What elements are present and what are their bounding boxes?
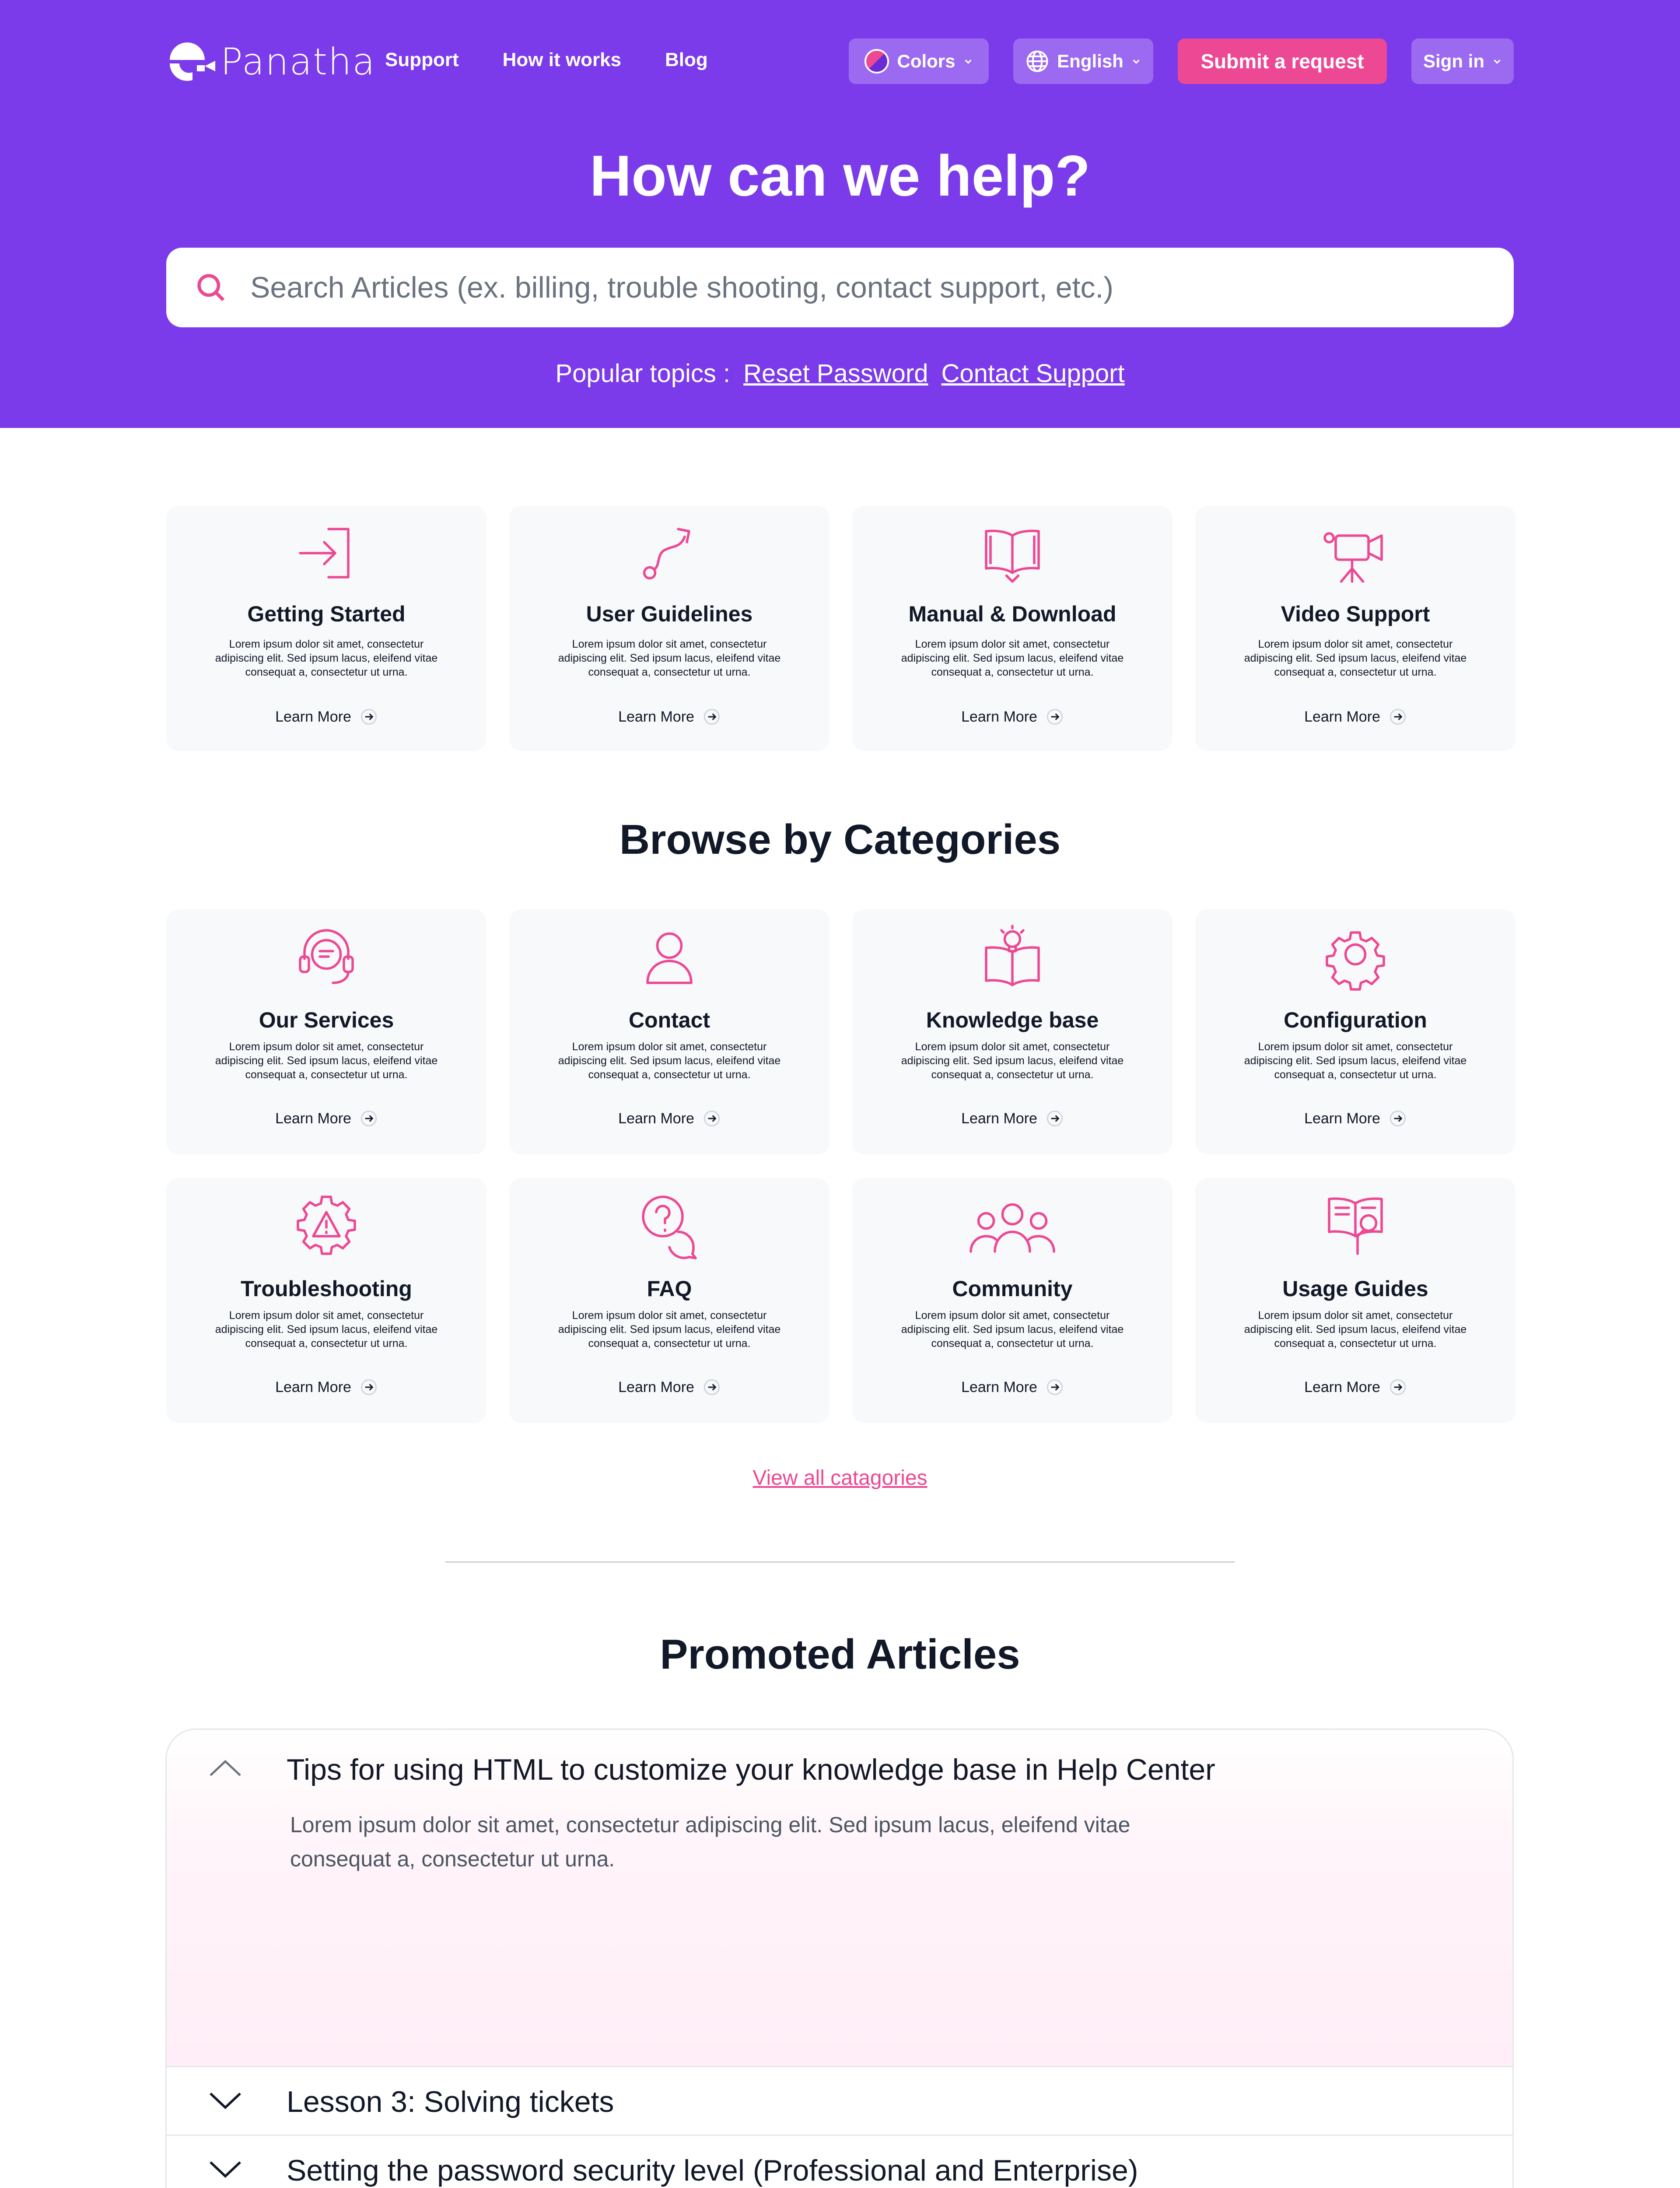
- headset-icon: [291, 922, 361, 992]
- category-card-faq[interactable]: [509, 1178, 830, 1423]
- learn-more-link[interactable]: [1195, 708, 1516, 726]
- card-title: Usage Guides: [1282, 1276, 1428, 1301]
- book-download-icon: [977, 518, 1047, 588]
- card-description: Lorem ipsum dolor sit amet, consectetur adipiscing elit. Sed ipsum lacus, eleifend vitae consequat a, consectetur ut urna.: [215, 1041, 438, 1081]
- card-description: Lorem ipsum dolor sit amet, consectetur adipiscing elit. Sed ipsum lacus, eleifend vitae consequat a, consectetur ut urna.: [1244, 1309, 1467, 1350]
- question-chat-icon: [634, 1190, 704, 1260]
- accordion-item[interactable]: [167, 2066, 1512, 2135]
- feature-card-manual-download[interactable]: [852, 506, 1172, 751]
- accordion-item[interactable]: [167, 2135, 1512, 2188]
- video-camera-icon: [1320, 518, 1390, 588]
- search-bar: [166, 248, 1514, 327]
- arrow-right-icon: [1046, 1378, 1064, 1396]
- card-title: Manual & Download: [908, 602, 1116, 626]
- learn-more-label: Learn More: [1304, 708, 1380, 725]
- arrow-right-icon: [360, 1110, 378, 1127]
- chevron-down-icon: [1131, 56, 1141, 66]
- card-description: Lorem ipsum dolor sit amet, consectetur adipiscing elit. Sed ipsum lacus, eleifend vitae consequat a, consectetur ut urna.: [901, 1041, 1124, 1081]
- card-title: Contact: [628, 1008, 710, 1032]
- learn-more-label: Learn More: [618, 708, 694, 725]
- sign-in-label: Sign in: [1423, 51, 1484, 71]
- learn-more-label: Learn More: [275, 1378, 351, 1396]
- category-card-contact[interactable]: [509, 909, 830, 1154]
- view-all-categories-link[interactable]: View all catagories: [752, 1466, 928, 1490]
- learn-more-label: Learn More: [1304, 1110, 1380, 1127]
- card-description: Lorem ipsum dolor sit amet, consectetur adipiscing elit. Sed ipsum lacus, eleifend vitae consequat a, consectetur ut urna.: [901, 638, 1124, 678]
- color-swatch-icon: [864, 49, 889, 74]
- book-search-icon: [1320, 1190, 1390, 1260]
- category-card-configuration[interactable]: [1195, 909, 1516, 1154]
- category-card-community[interactable]: [852, 1178, 1172, 1423]
- accordion-answer: Lorem ipsum dolor sit amet, consectetur adipiscing elit. Sed ipsum lacus, eleifend vitae consequat a, consectetur ut urna.: [290, 1813, 1130, 1871]
- nav-blog[interactable]: Blog: [665, 49, 708, 70]
- category-card-knowledge-base[interactable]: [852, 909, 1172, 1154]
- card-title: Configuration: [1284, 1008, 1427, 1032]
- learn-more-label: Learn More: [618, 1110, 694, 1127]
- learn-more-label: Learn More: [275, 708, 351, 725]
- accordion-title: Lesson 3: Solving tickets: [287, 2085, 614, 2118]
- search-icon: [194, 271, 228, 304]
- user-icon: [634, 922, 704, 992]
- card-description: Lorem ipsum dolor sit amet, consectetur adipiscing elit. Sed ipsum lacus, eleifend vitae consequat a, consectetur ut urna.: [1244, 638, 1467, 678]
- arrow-right-icon: [703, 708, 721, 726]
- arrow-right-icon: [1389, 1110, 1407, 1127]
- card-title: Video Support: [1281, 602, 1430, 626]
- chevron-down-icon: [963, 56, 973, 66]
- top-nav: [385, 49, 708, 71]
- colors-dropdown[interactable]: [849, 39, 989, 84]
- sign-in-button[interactable]: [1411, 39, 1514, 84]
- feature-card-getting-started[interactable]: [166, 506, 486, 751]
- open-book-bulb-icon: [977, 922, 1047, 992]
- arrow-right-icon: [1046, 1110, 1064, 1127]
- nav-support[interactable]: Support: [385, 49, 459, 70]
- learn-more-link[interactable]: [166, 1110, 486, 1127]
- logo-mark-icon: [166, 41, 219, 83]
- promoted-accordion: [165, 1729, 1514, 2188]
- gear-warning-icon: [291, 1190, 361, 1260]
- logo-text: Panatha: [220, 40, 376, 83]
- search-input[interactable]: [250, 270, 1432, 305]
- logo[interactable]: [166, 40, 376, 83]
- arrow-right-icon: [703, 1110, 721, 1127]
- hero-title: How can we help?: [589, 144, 1091, 208]
- popular-topics: [0, 359, 1680, 388]
- card-description: Lorem ipsum dolor sit amet, consectetur adipiscing elit. Sed ipsum lacus, eleifend vitae consequat a, consectetur ut urna.: [215, 1309, 438, 1350]
- learn-more-link[interactable]: [509, 1110, 830, 1127]
- learn-more-link[interactable]: [852, 708, 1172, 726]
- card-description: Lorem ipsum dolor sit amet, consectetur adipiscing elit. Sed ipsum lacus, eleifend vitae consequat a, consectetur ut urna.: [558, 638, 781, 678]
- feature-card-user-guidelines[interactable]: [509, 506, 830, 751]
- chevron-down-icon: [1492, 56, 1502, 66]
- chevron-down-icon: [209, 2092, 242, 2111]
- route-icon: [634, 518, 704, 588]
- feature-card-video-support[interactable]: [1195, 506, 1516, 751]
- arrow-right-icon: [1046, 708, 1064, 726]
- submit-request-label: Submit a request: [1200, 50, 1364, 73]
- category-card-troubleshooting[interactable]: [166, 1178, 486, 1423]
- users-group-icon: [969, 1190, 1056, 1260]
- arrow-right-icon: [703, 1378, 721, 1396]
- learn-more-link[interactable]: [166, 1378, 486, 1396]
- card-title: Troubleshooting: [241, 1276, 412, 1301]
- learn-more-link[interactable]: [852, 1378, 1172, 1396]
- card-title: Knowledge base: [926, 1008, 1099, 1032]
- card-title: FAQ: [647, 1276, 692, 1301]
- promoted-title: Promoted Articles: [660, 1631, 1020, 1678]
- card-title: Community: [952, 1276, 1073, 1301]
- popular-link-contact-support[interactable]: Contact Support: [941, 359, 1125, 388]
- popular-link-reset-password[interactable]: Reset Password: [743, 359, 928, 388]
- hero-header: [0, 0, 1680, 428]
- submit-request-button[interactable]: [1178, 39, 1387, 84]
- learn-more-link[interactable]: [1195, 1378, 1516, 1396]
- globe-icon: [1026, 49, 1049, 73]
- arrow-right-icon: [360, 1378, 378, 1396]
- learn-more-label: Learn More: [618, 1378, 694, 1396]
- accordion-item-open[interactable]: [167, 1730, 1512, 2066]
- gears-icon: [1320, 922, 1390, 992]
- card-description: Lorem ipsum dolor sit amet, consectetur adipiscing elit. Sed ipsum lacus, eleifend vitae consequat a, consectetur ut urna.: [558, 1309, 781, 1350]
- sign-in-icon: [291, 518, 361, 588]
- category-card-usage-guides[interactable]: [1195, 1178, 1516, 1423]
- card-title: Our Services: [259, 1008, 394, 1032]
- learn-more-link[interactable]: [509, 1378, 830, 1396]
- colors-label: Colors: [897, 51, 956, 71]
- learn-more-link[interactable]: [852, 1110, 1172, 1127]
- learn-more-label: Learn More: [1304, 1378, 1380, 1396]
- learn-more-label: Learn More: [275, 1110, 351, 1127]
- language-label: English: [1057, 51, 1124, 71]
- card-title: Getting Started: [247, 602, 406, 626]
- card-title: User Guidelines: [586, 602, 753, 626]
- accordion-title: Setting the password security level (Professional and Enterprise): [287, 2154, 1138, 2187]
- learn-more-link[interactable]: [509, 708, 830, 726]
- learn-more-link[interactable]: [1195, 1110, 1516, 1127]
- learn-more-label: Learn More: [961, 708, 1037, 725]
- language-dropdown[interactable]: [1013, 39, 1153, 84]
- learn-more-link[interactable]: [166, 708, 486, 726]
- arrow-right-icon: [1389, 708, 1407, 726]
- categories-title: Browse by Categories: [619, 816, 1061, 863]
- card-description: Lorem ipsum dolor sit amet, consectetur adipiscing elit. Sed ipsum lacus, eleifend vitae consequat a, consectetur ut urna.: [558, 1041, 781, 1081]
- card-description: Lorem ipsum dolor sit amet, consectetur adipiscing elit. Sed ipsum lacus, eleifend vitae consequat a, consectetur ut urna.: [1244, 1041, 1467, 1081]
- learn-more-label: Learn More: [961, 1110, 1037, 1127]
- chevron-up-icon: [209, 1758, 242, 1777]
- card-description: Lorem ipsum dolor sit amet, consectetur adipiscing elit. Sed ipsum lacus, eleifend vitae consequat a, consectetur ut urna.: [215, 638, 438, 678]
- nav-how-it-works[interactable]: How it works: [502, 49, 622, 70]
- chevron-down-icon: [209, 2160, 242, 2180]
- learn-more-label: Learn More: [961, 1378, 1037, 1396]
- category-card-our-services[interactable]: [166, 909, 486, 1154]
- arrow-right-icon: [1389, 1378, 1407, 1396]
- card-description: Lorem ipsum dolor sit amet, consectetur adipiscing elit. Sed ipsum lacus, eleifend vitae consequat a, consectetur ut urna.: [901, 1309, 1124, 1350]
- popular-topics-label: Popular topics :: [555, 359, 731, 388]
- arrow-right-icon: [360, 708, 378, 726]
- accordion-title: Tips for using HTML to customize your knowledge base in Help Center: [287, 1753, 1215, 1786]
- section-divider: [445, 1561, 1235, 1563]
